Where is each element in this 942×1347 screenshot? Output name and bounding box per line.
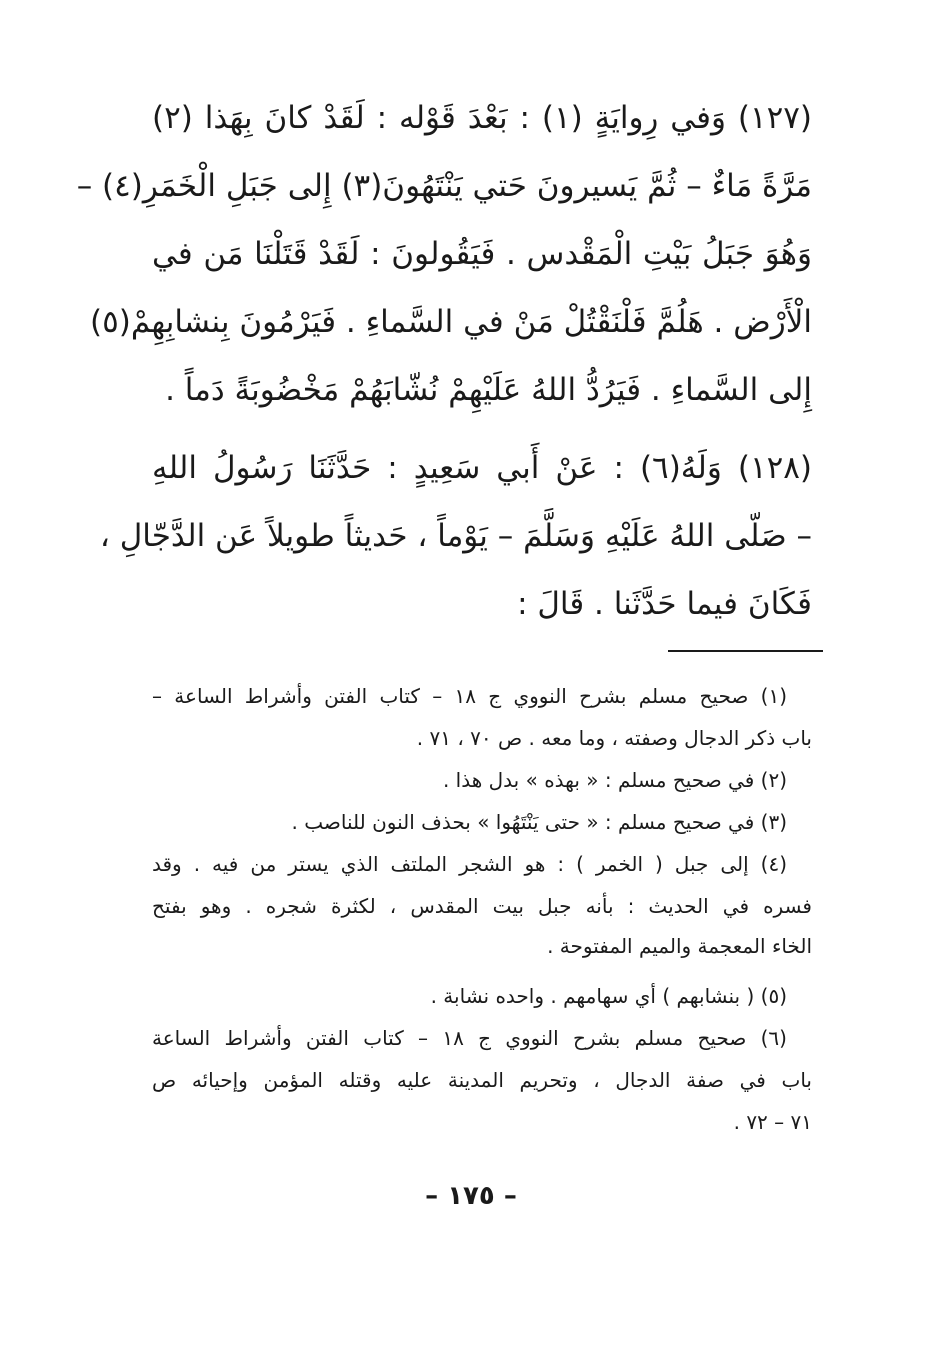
- hadith-128-line-1: (١٢٨) وَلَهُ(٦) : عَنْ أَبي سَعِيدٍ : حَدَّثَنَا رَسُولُ اللهِ: [152, 450, 812, 486]
- page-number: – ١٧٥ –: [425, 1181, 517, 1211]
- hadith-127-line-4: الْأَرْض . هَلُمَّ فَلْنَقْتُلْ مَنْ في السَّماءِ . فَيَرْمُونَ بِنشابِهِمْ(٥): [90, 304, 812, 340]
- footnote-4-line-1: (٤) إلى جبل ( الخمر ) : هو الشجر الملتف الذي يستر من فيه . وقد: [152, 852, 787, 876]
- footnote-2: (٢) في صحيح مسلم : « بهذه » بدل هذا .: [442, 768, 787, 792]
- footnote-separator: [668, 650, 823, 652]
- footnote-4-line-3: الخاء المعجمة والميم المفتوحة .: [547, 934, 812, 958]
- footnote-6-line-1: (٦) صحيح مسلم بشرح النووي ج ١٨ – كتاب الفتن وأشراط الساعة: [152, 1026, 787, 1050]
- footnote-6-line-2: باب في صفة الدجال ، وتحريم المدينة عليه وقتله المؤمن وإحيائه ص: [152, 1068, 812, 1092]
- footnote-1-line-2: باب ذكر الدجال وصفته ، وما معه . ص ٧٠ ، ٧١ .: [416, 726, 812, 750]
- footnote-5: (٥) ( بنشابهم ) أي سهامهم . واحده نشابة .: [430, 984, 787, 1008]
- hadith-128-line-2: – صَلّى اللهُ عَلَيْهِ وَسَلَّمَ – يَوْماً ، حَديثاً طويلاً عَن الدَّجّالِ ،: [99, 518, 812, 554]
- hadith-127-line-5: إِلى السَّماءِ . فَيَرُدُّ اللهُ عَلَيْهِمْ نُشّابَهُمْ مَخْضُوبَةً دَماً .: [165, 372, 812, 408]
- hadith-128-line-3: فَكَانَ فيما حَدَّثَنا . قَالَ :: [517, 586, 812, 622]
- footnote-6-line-3: ٧١ – ٧٢ .: [733, 1110, 812, 1134]
- footnote-3: (٣) في صحيح مسلم : « حتى يَنْتَهُوا » بحذف النون للناصب .: [291, 810, 787, 834]
- hadith-127-line-3: وَهُوَ جَبَلُ بَيْتِ الْمَقْدس . فَيَقُولونَ : لَقَدْ قَتَلْنَا مَن في: [152, 236, 812, 272]
- hadith-127-line-2: مَرَّةً مَاءٌ – ثُمَّ يَسيرونَ حَتي يَنْتَهُونَ(٣) إِلى جَبَلِ الْخَمَرِ(٤) –: [76, 168, 812, 204]
- footnote-4-line-2: فسره في الحديث : بأنه جبل بيت المقدس ، لكثرة شجره . وهو بفتح: [152, 894, 812, 918]
- hadith-127-line-1: (١٢٧) وَفي رِوايَةٍ (١) : بَعْدَ قَوْله : لَقَدْ كانَ بِهَذا (٢): [152, 100, 812, 136]
- footnote-1-line-1: (١) صحيح مسلم بشرح النووي ج ١٨ – كتاب الفتن وأشراط الساعة –: [152, 684, 788, 708]
